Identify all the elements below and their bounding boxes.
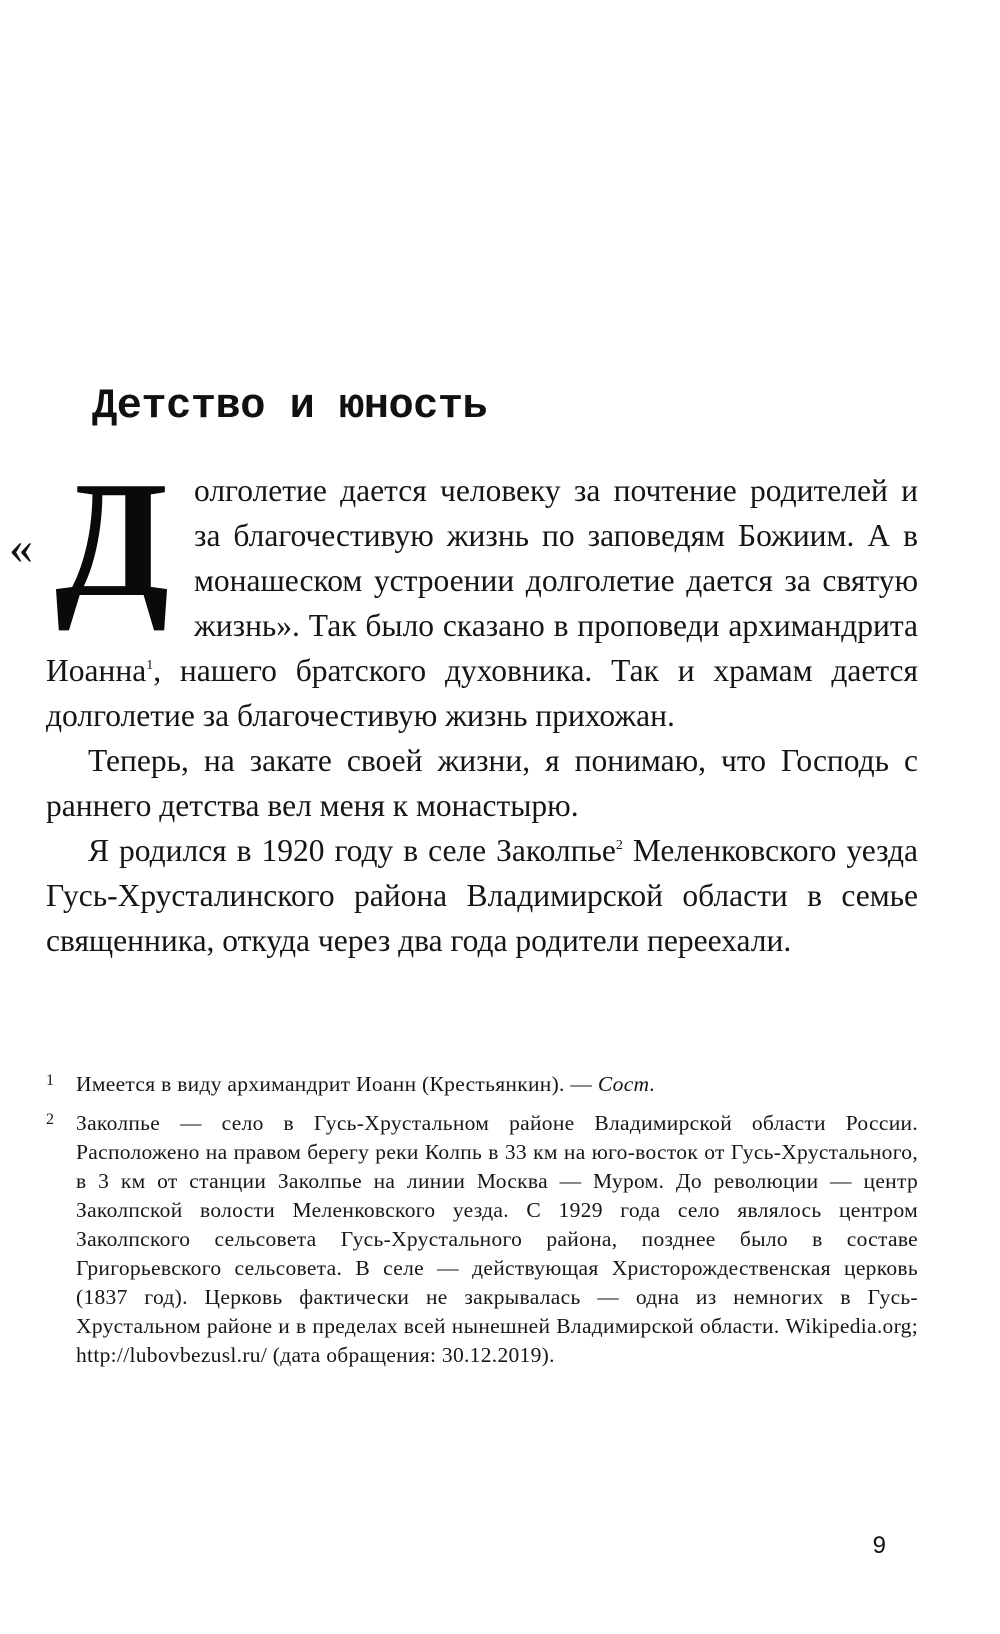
paragraph-3-text-a: Я родился в 1920 году в селе Заколпье [88,833,616,868]
paragraph-1-text-b: , нашего братского духовника. Так и храмам дается долголетие за благочестивую жизнь прихожан. [46,653,918,733]
footnote-number: 1 [46,1072,55,1089]
main-text [9,447,918,963]
paragraph-3 [46,828,918,963]
footnote-number: 2 [46,1111,55,1128]
footnote-1 [46,1070,918,1099]
footnote-2 [46,1109,918,1370]
drop-cap-letter: Д [55,447,170,631]
footnote-text: Заколпье — село в Гусь-Хрустальном районе Владимирской области России. Расположено на правом берегу реки Колпь в 33 км на юго-восток от Гусь-Хрустального, в 3 км от станции Заколпье на линии Москва — Муром. До революции — центр Заколпской волости Меленковского уезда. С 1929 года село являлось центром Заколпского сельсовета Гусь-Хрустального района, позднее было в составе Григорьевского сельсовета. В селе — действующая Христорождественская церковь (1837 год). Церковь фактически не закрывалась — одна из немногих в Гусь-Хрустальном районе и в пределах всей нынешней Владимирской области. Wikipedia.org; http://lubovbezusl.ru/ (дата обращения: 30.12.2019). [76,1111,918,1367]
footnotes [46,1070,918,1380]
drop-cap-block [9,447,184,631]
chapter-title: Детство и юность [92,382,488,430]
paragraph-3-text-b: Меленковского уезда Гусь-Хрусталинского района Владимирской области в семье священника, откуда через два года родители переехали. [46,833,918,958]
paragraph-1-text-a: олголетие дается человеку за почтение родителей и за благочестивую жизнь по заповедям Божиим. А в монашеском устроении долголетие дается за святую жизнь». Так было сказано в проповеди архимандрита Иоанна [46,473,918,688]
footnote-text: Имеется в виду архимандрит Иоанн (Крестьянкин). — [76,1072,598,1096]
page-number: 9 [872,1532,886,1559]
footnote-ref-2[interactable]: 2 [615,838,623,853]
footnote-source: Сост. [597,1072,656,1096]
footnote-ref-1[interactable]: 1 [146,658,154,673]
paragraph-2: Теперь, на закате своей жизни, я понимаю, что Господь с раннего детства вел меня к монастырю. [46,743,918,823]
opening-quote: « [9,521,33,574]
paragraph-1 [9,447,918,738]
